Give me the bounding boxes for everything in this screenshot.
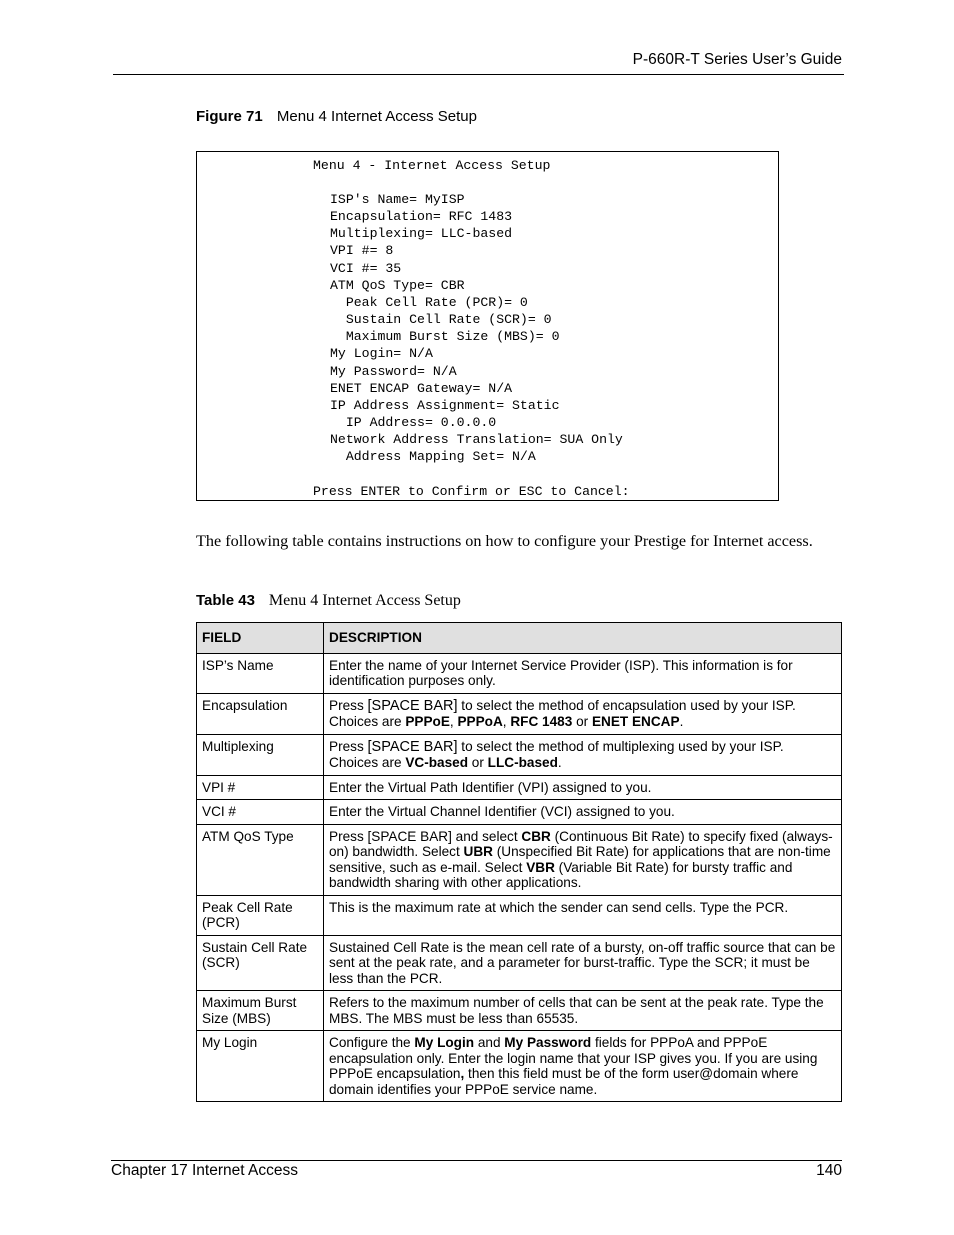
- bold-term: My Password: [504, 1035, 592, 1050]
- table-row: [197, 775, 842, 800]
- description-text: .: [557, 755, 562, 770]
- table-row: [197, 1031, 842, 1102]
- field-description-table: [196, 622, 842, 1102]
- terminal-line: VCI #= 35: [330, 260, 402, 276]
- description-text: Sustained Cell Rate is the mean cell rate of a bursty, on-off traffic source that can be sent at the peak rate, and a parameter for burst-traffic. Type the SCR; it must be less than the PCR.: [329, 939, 836, 986]
- intro-paragraph: The following table contains instructions on how to configure your Prestige for Internet access.: [196, 532, 813, 550]
- terminal-line: IP Address Assignment= Static: [330, 397, 560, 413]
- bold-term: VBR: [526, 859, 555, 875]
- description-text: to select the method of encapsulation used by your ISP. Choices are: [329, 697, 796, 729]
- bold-term: My Login: [414, 1035, 475, 1050]
- field-cell: My Login: [197, 1031, 324, 1102]
- table-row: [197, 800, 842, 825]
- bold-term: PPPoE: [405, 714, 450, 729]
- table-row: [197, 824, 842, 895]
- description-text: Refers to the maximum number of cells that can be sent at the peak rate. Type the MBS. The MBS must be less than 65535.: [329, 995, 824, 1026]
- table-row: [197, 693, 842, 734]
- terminal-line: Multiplexing= LLC-based: [330, 226, 513, 242]
- description-text: Enter the Virtual Path Identifier (VPI) assigned to you.: [329, 779, 652, 795]
- figure-label: Figure 71: [196, 108, 263, 125]
- bold-term: PPPoA: [457, 714, 503, 729]
- figure-caption: [196, 108, 477, 125]
- table-title: Menu 4 Internet Access Setup: [268, 592, 461, 609]
- terminal-line: My Password= N/A: [330, 363, 457, 379]
- footer-chapter: Chapter 17 Internet Access: [111, 1162, 298, 1179]
- bold-term: UBR: [463, 844, 493, 859]
- description-cell: [324, 895, 842, 935]
- description-cell: [324, 775, 842, 800]
- terminal-line: Sustain Cell Rate (SCR)= 0: [330, 312, 552, 328]
- table-row: [197, 935, 842, 991]
- bold-term: ENET ENCAP: [591, 714, 680, 729]
- description-text: Press: [329, 738, 368, 754]
- terminal-prompt: Press ENTER to Confirm or ESC to Cancel:: [313, 484, 630, 499]
- field-cell: ATM QoS Type: [197, 824, 324, 895]
- field-cell: Peak Cell Rate (PCR): [197, 895, 324, 935]
- table-label: Table 43: [196, 592, 255, 609]
- table-header-row: [197, 623, 842, 654]
- description-text: to select the method of multiplexing used by your ISP. Choices are: [329, 738, 784, 770]
- terminal-line: ISP's Name= MyISP: [330, 192, 465, 207]
- terminal-line: Peak Cell Rate (PCR)= 0: [330, 294, 528, 310]
- table-body: [197, 653, 842, 1102]
- description-text: (Continuous Bit Rate) to specify fixed (always-on) bandwidth. Select: [329, 828, 833, 859]
- field-cell: VCI #: [197, 800, 324, 825]
- description-text: Configure the: [329, 1035, 415, 1050]
- terminal-screen: [196, 151, 779, 501]
- description-text: or: [572, 714, 592, 729]
- terminal-line: ENET ENCAP Gateway= N/A: [330, 380, 513, 396]
- field-cell: VPI #: [197, 775, 324, 800]
- description-text: (Unspecified Bit Rate) for applications that are non-time sensitive, such as e-mail. Select: [329, 844, 831, 875]
- description-cell: [324, 653, 842, 693]
- description-text: Enter the name of your Internet Service Provider (ISP). This information is for identification purposes only.: [329, 657, 793, 688]
- description-text: ,: [449, 714, 458, 729]
- field-cell: Maximum Burst Size (MBS): [197, 991, 324, 1031]
- description-text: .: [679, 714, 684, 729]
- description-cell: [324, 991, 842, 1031]
- description-text: then this field must be of the form user@domain where domain identifies your PPPoE service name.: [329, 1066, 799, 1097]
- bold-term: ,: [460, 1066, 465, 1081]
- bold-term: VC-based: [405, 755, 469, 770]
- description-text: [SPACE BAR]: [367, 738, 458, 755]
- table-row: [197, 895, 842, 935]
- figure-title: Menu 4 Internet Access Setup: [276, 108, 477, 125]
- terminal-line: Network Address Translation= SUA Only: [330, 432, 623, 448]
- description-text: Enter the Virtual Channel Identifier (VCI) assigned to you.: [329, 804, 675, 819]
- field-cell: Sustain Cell Rate (SCR): [197, 935, 324, 991]
- description-text: and: [474, 1035, 505, 1050]
- description-cell: [324, 734, 842, 775]
- bold-term: LLC-based: [487, 755, 558, 770]
- header-description: DESCRIPTION: [324, 623, 842, 654]
- description-text: This is the maximum rate at which the sender can send cells. Type the PCR.: [329, 899, 789, 915]
- description-text: or: [468, 755, 488, 770]
- terminal-line: My Login= N/A: [330, 346, 433, 362]
- terminal-line: Address Mapping Set= N/A: [330, 449, 536, 465]
- description-cell: [324, 1031, 842, 1102]
- footer-page-number: 140: [816, 1162, 842, 1179]
- field-cell: Encapsulation: [197, 693, 324, 734]
- description-text: Press [SPACE BAR] and select: [329, 828, 522, 844]
- table-caption: [196, 592, 461, 610]
- table-row: [197, 734, 842, 775]
- table-row: [197, 653, 842, 693]
- description-cell: [324, 693, 842, 734]
- terminal-line: ATM QoS Type= CBR: [330, 277, 465, 293]
- terminal-line: Maximum Burst Size (MBS)= 0: [330, 329, 560, 345]
- description-cell: [324, 935, 842, 991]
- header-field: FIELD: [197, 623, 324, 654]
- field-cell: Multiplexing: [197, 734, 324, 775]
- header-title: P-660R-T Series User’s Guide: [632, 51, 842, 68]
- terminal-title: Menu 4 - Internet Access Setup: [313, 158, 551, 173]
- description-text: fields for PPPoA and PPPoE encapsulation only. Enter the login name that your ISP gives you. If you are using PPPoE encapsulation: [329, 1035, 818, 1081]
- description-cell: [324, 824, 842, 895]
- description-text: ,: [502, 714, 511, 729]
- footer-rule: [111, 1160, 842, 1161]
- table-row: [197, 991, 842, 1031]
- bold-term: RFC 1483: [510, 714, 573, 729]
- terminal-line: VPI #= 8: [330, 243, 394, 259]
- description-text: Press: [329, 697, 368, 713]
- terminal-line: IP Address= 0.0.0.0: [330, 414, 497, 430]
- field-cell: ISP’s Name: [197, 653, 324, 693]
- description-text: [SPACE BAR]: [367, 697, 458, 714]
- terminal-line: Encapsulation= RFC 1483: [330, 209, 513, 225]
- header-rule: [113, 74, 844, 75]
- description-text: (Variable Bit Rate) for bursty traffic and bandwidth sharing with other applications.: [329, 859, 793, 890]
- bold-term: CBR: [521, 828, 551, 844]
- description-cell: [324, 800, 842, 825]
